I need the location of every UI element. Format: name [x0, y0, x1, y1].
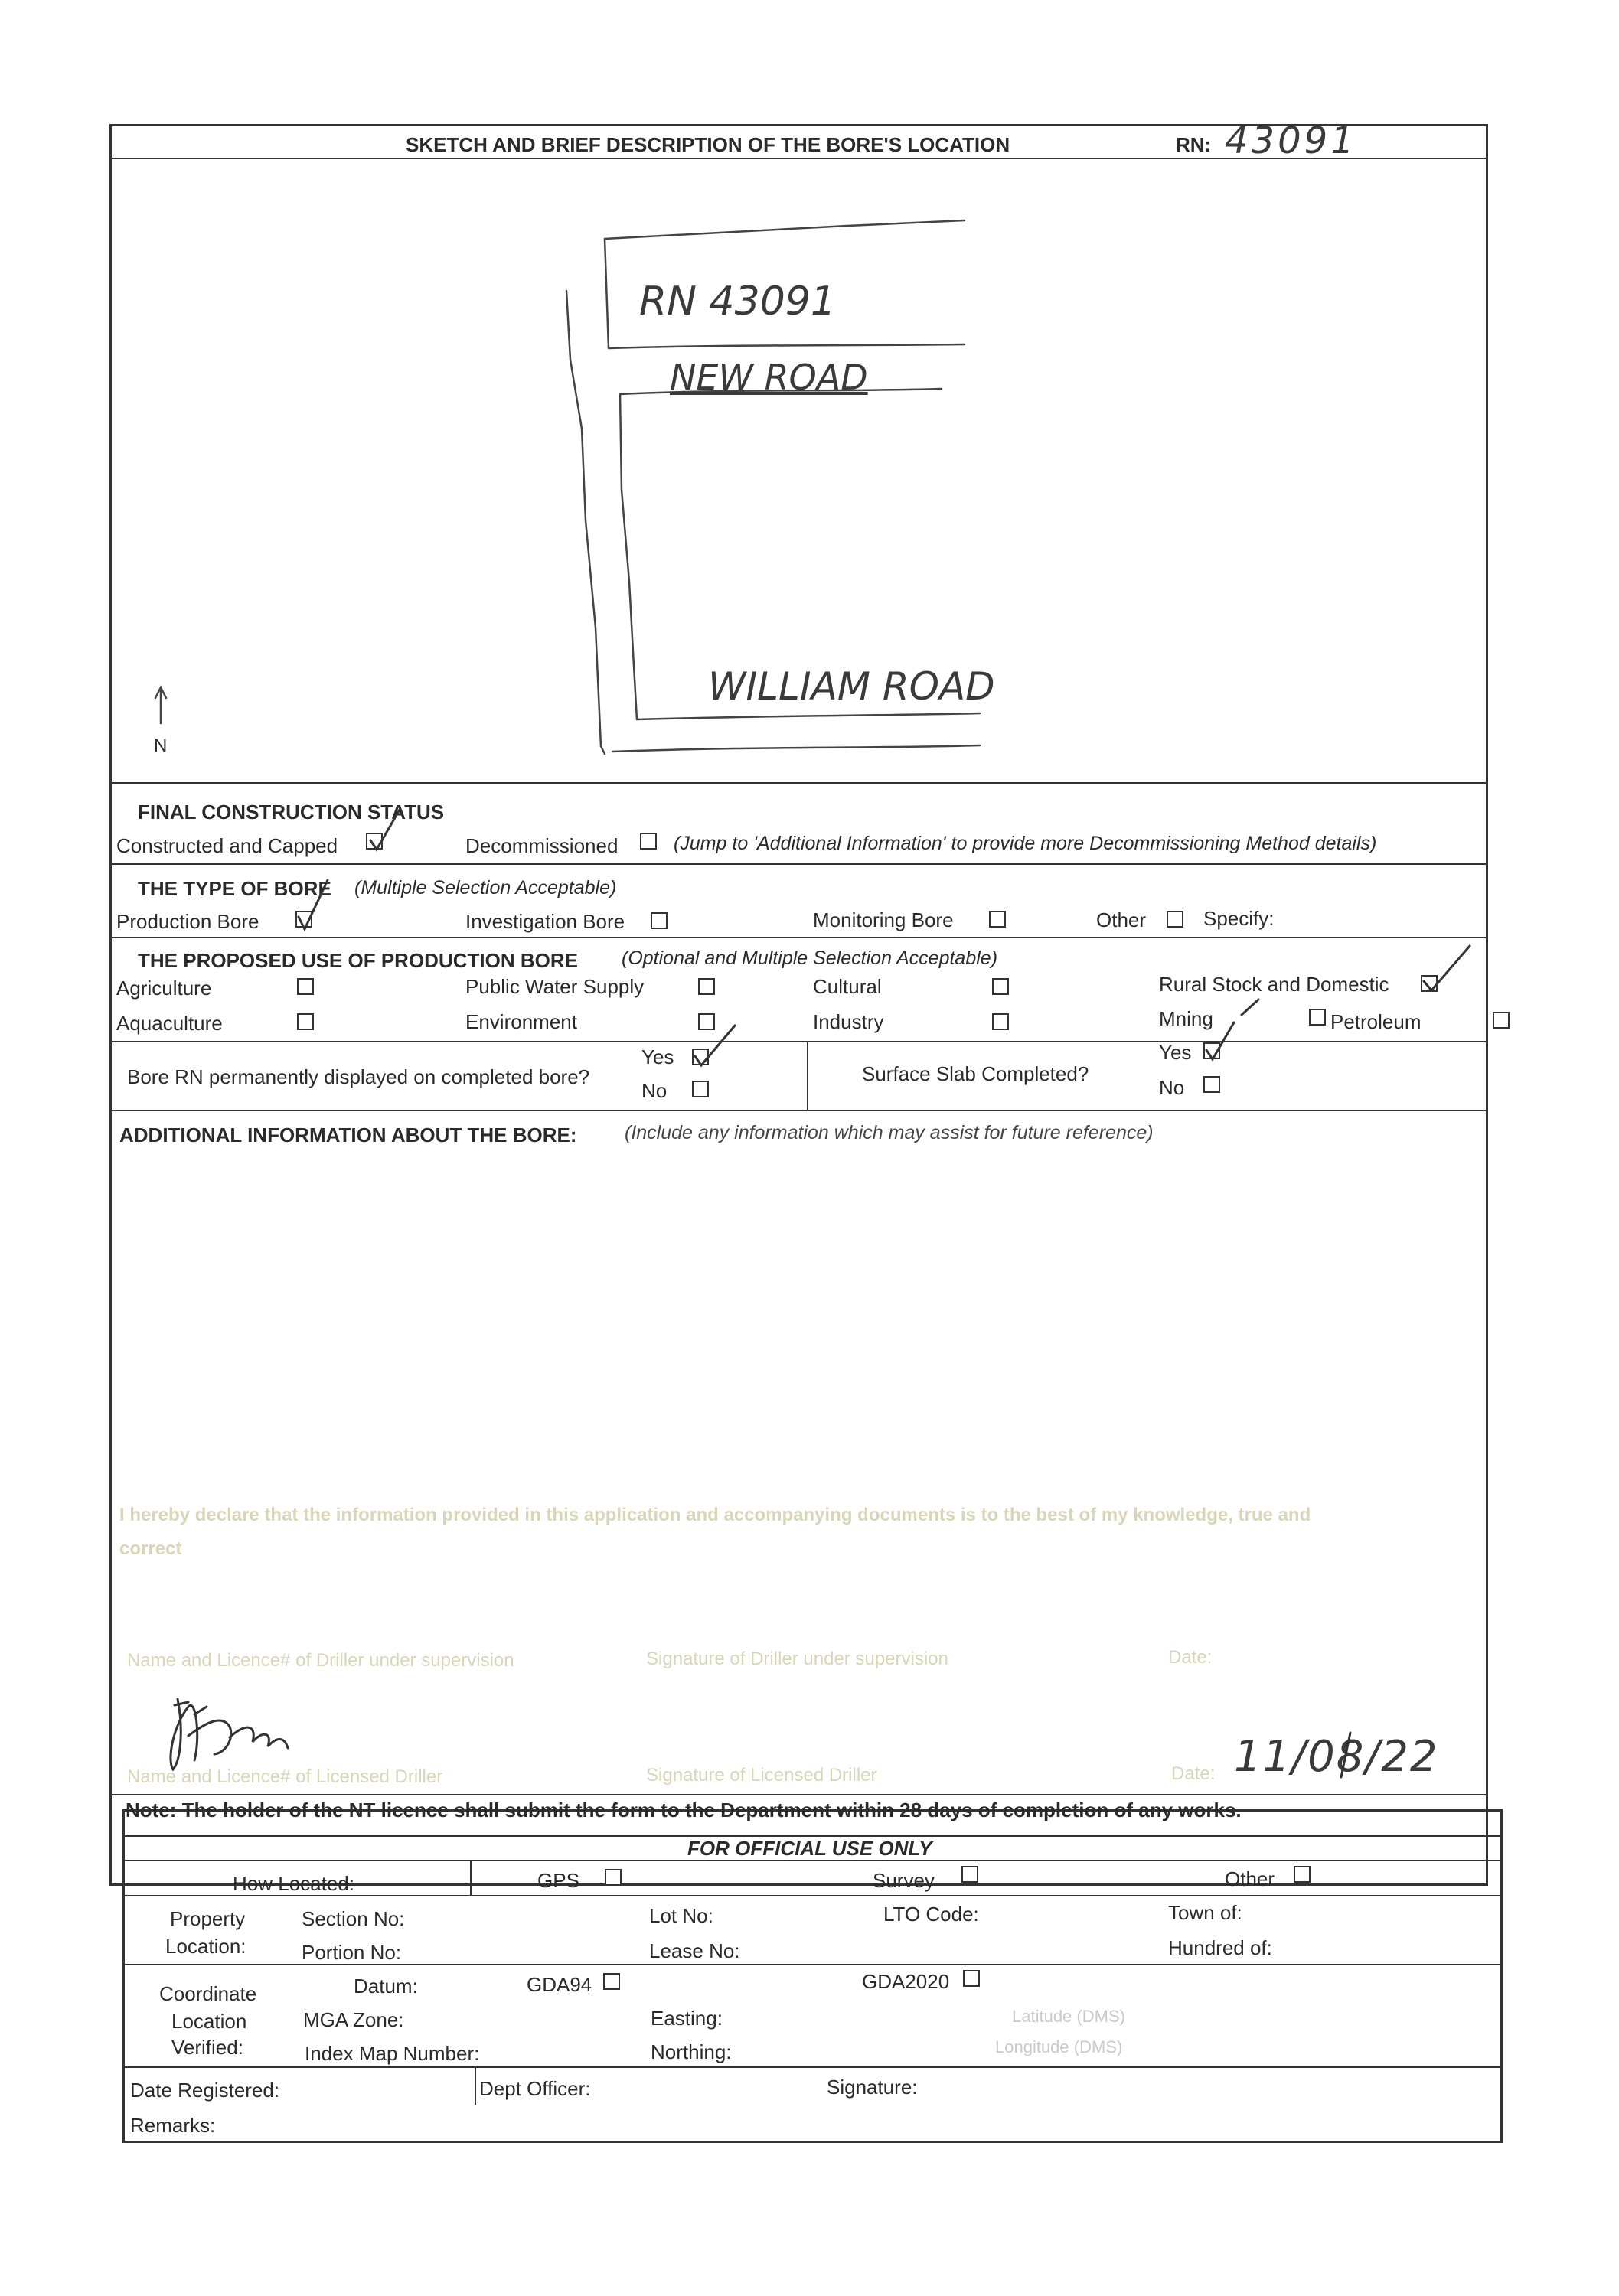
gda94-label: GDA94 [527, 1973, 592, 1996]
driller-supervision-signature: Signature of Driller under supervision [646, 1649, 948, 1669]
specify-label: Specify: [1203, 907, 1275, 930]
portion-no-label: Portion No: [302, 1941, 402, 1964]
north-label: N [154, 735, 168, 756]
official-use-heading: FOR OFFICIAL USE ONLY [687, 1837, 932, 1860]
monitoring-bore-label: Monitoring Bore [813, 908, 954, 931]
slab-yes-label: Yes [1159, 1041, 1192, 1064]
northing-label: Northing: [651, 2040, 732, 2063]
lease-no-label: Lease No: [649, 1939, 740, 1962]
property-label: Property [170, 1907, 246, 1930]
petroleum-label: Petroleum [1330, 1010, 1422, 1033]
declaration-text-cont: correct [119, 1538, 182, 1559]
section-no-label: Section No: [302, 1907, 405, 1930]
slab-question: Surface Slab Completed? [862, 1062, 1089, 1085]
driller-supervision-name: Name and Licence# of Driller under supervision [127, 1650, 514, 1671]
rn-label: RN: [1176, 133, 1212, 156]
decommissioned-label: Decommissioned [465, 834, 619, 857]
rural-stock-label: Rural Stock and Domestic [1159, 973, 1389, 996]
construction-status-heading: FINAL CONSTRUCTION STATUS [138, 801, 445, 823]
mga-zone-label: MGA Zone: [303, 2008, 404, 2031]
rn-display-question: Bore RN permanently displayed on completed bore? [127, 1065, 590, 1088]
how-located-label: How Located: [233, 1872, 354, 1895]
production-bore-label: Production Bore [116, 910, 259, 933]
rn-no-label: No [641, 1079, 668, 1102]
gda2020-label: GDA2020 [862, 1970, 950, 1993]
section-title: SKETCH AND BRIEF DESCRIPTION OF THE BORE'S LOCATION [406, 133, 1010, 156]
lot-no-label: Lot No: [649, 1904, 713, 1927]
gps-checkbox[interactable] [605, 1869, 622, 1886]
other-located-label: Other [1225, 1867, 1275, 1890]
date-registered-label: Date Registered: [130, 2079, 280, 2102]
public-water-label: Public Water Supply [465, 975, 645, 998]
industry-label: Industry [813, 1010, 884, 1033]
survey-label: Survey [873, 1869, 935, 1892]
sketch-bore-label: RN 43091 [639, 279, 836, 325]
additional-info-heading: ADDITIONAL INFORMATION ABOUT THE BORE: [119, 1124, 577, 1146]
decommissioned-note: (Jump to 'Additional Information' to provide more Decommissioning Method details) [674, 833, 1377, 854]
gda94-checkbox[interactable] [603, 1973, 620, 1990]
bore-type-heading: THE TYPE OF BORE [138, 877, 331, 900]
slab-no-label: No [1159, 1076, 1185, 1099]
dept-officer-label: Dept Officer: [479, 2077, 591, 2100]
aquaculture-label: Aquaculture [116, 1012, 223, 1035]
easting-label: Easting: [651, 2007, 723, 2030]
rn-yes-label: Yes [641, 1045, 674, 1068]
remarks-label: Remarks: [130, 2114, 216, 2137]
cultural-label: Cultural [813, 975, 882, 998]
bore-type-note: (Multiple Selection Acceptable) [354, 877, 617, 899]
environment-label: Environment [465, 1010, 577, 1033]
investigation-bore-label: Investigation Bore [465, 910, 625, 933]
declaration-text: I hereby declare that the information provided in this application and accompanying documents is to the best of my knowledge, true and [119, 1505, 1311, 1525]
coordinate-location-label: Location [171, 2010, 247, 2033]
datum-label: Datum: [354, 1975, 418, 1998]
index-map-label: Index Map Number: [305, 2042, 480, 2065]
proposed-use-note: (Optional and Multiple Selection Acceptable) [622, 947, 998, 969]
other-located-checkbox[interactable] [1294, 1866, 1311, 1883]
agriculture-label: Agriculture [116, 977, 212, 1000]
licensed-driller-signature-label: Signature of Licensed Driller [646, 1765, 877, 1786]
other-label: Other [1096, 908, 1147, 931]
survey-checkbox[interactable] [961, 1866, 978, 1883]
hundred-of-label: Hundred of: [1168, 1936, 1272, 1959]
rn-handwritten-value: 43091 [1225, 119, 1357, 162]
longitude-label: Longitude (DMS) [995, 2037, 1123, 2056]
licensed-driller-name: Name and Licence# of Licensed Driller [127, 1766, 443, 1787]
constructed-capped-label: Constructed and Capped [116, 834, 338, 857]
signature-label: Signature: [827, 2076, 918, 2099]
mining-label: Mning [1159, 1007, 1213, 1030]
gps-label: GPS [537, 1869, 579, 1892]
sketch-new-road-label: NEW ROAD [670, 357, 868, 398]
submission-note: Note: The holder of the NT licence shall submit the form to the Department within 28 days of completion of any works. [126, 1799, 1242, 1821]
date-label-supervision: Date: [1168, 1647, 1213, 1668]
proposed-use-heading: THE PROPOSED USE OF PRODUCTION BORE [138, 949, 578, 972]
signed-date: 11/08/22 [1234, 1732, 1439, 1782]
coordinate-verified-label: Verified: [171, 2036, 243, 2059]
coordinate-label: Coordinate [159, 1982, 257, 2005]
latitude-label: Latitude (DMS) [1012, 2007, 1125, 2026]
sketch-william-road-label: WILLIAM ROAD [708, 664, 995, 709]
date-label-licensed: Date: [1171, 1763, 1216, 1784]
additional-info-note: (Include any information which may assist for future reference) [625, 1122, 1154, 1143]
lto-code-label: LTO Code: [883, 1903, 979, 1926]
gda2020-checkbox[interactable] [963, 1970, 980, 1987]
property-location-label: Location: [165, 1935, 246, 1958]
town-of-label: Town of: [1168, 1901, 1242, 1924]
